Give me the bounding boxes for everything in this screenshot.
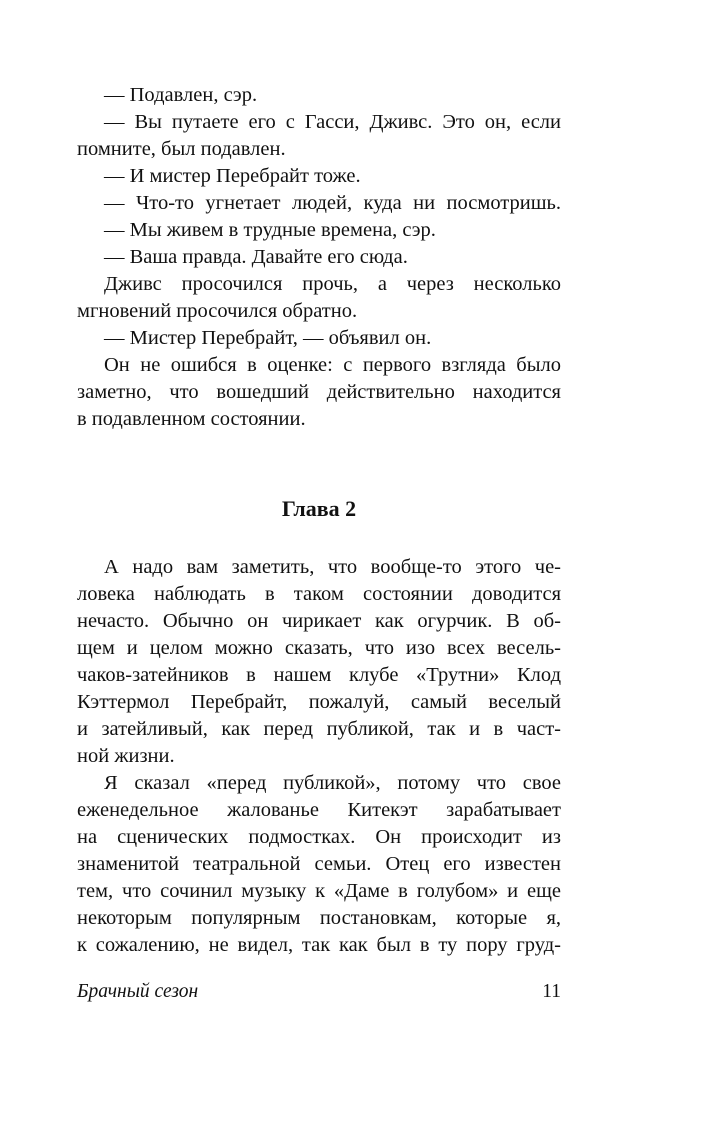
text-line: ной жизни. [77, 745, 175, 767]
text-line: знаменитой театральной семьи. Отец его известен [77, 853, 561, 875]
text-line: Дживс просочился прочь, а через несколько [104, 273, 561, 295]
text-line: — Вы путаете его с Гасси, Дживс. Это он, если [104, 111, 561, 133]
dialogue-section [77, 82, 561, 433]
text-line: в подавленном состоянии. [77, 408, 306, 430]
text-line: нечасто. Обычно он чирикает как огурчик. В об- [77, 610, 561, 632]
page-footer [77, 978, 561, 1005]
text-line: и затейливый, как перед публикой, так и в част- [77, 718, 561, 740]
text-line: — И мистер Перебрайт тоже. [104, 165, 361, 187]
text-line: — Ваша правда. Давайте его сюда. [104, 246, 408, 268]
text-line: помните, был подавлен. [77, 138, 286, 160]
text-line: Кэттермол Перебрайт, пожалуй, самый веселый [77, 691, 561, 713]
page-body [77, 82, 561, 959]
text-line: Я сказал «перед публикой», потому что свое [104, 772, 561, 794]
text-line: мгновений просочился обратно. [77, 300, 358, 322]
text-line: тем, что сочинил музыку к «Даме в голубом» и еще [77, 880, 561, 902]
text-line: — Подавлен, сэр. [104, 84, 258, 106]
text-line: щем и целом можно сказать, что изо всех весель- [77, 637, 561, 659]
text-line: заметно, что вошедший действительно находится [77, 381, 561, 403]
text-line: ловека наблюдать в таком состоянии доводится [77, 583, 561, 605]
text-line: чаков-затейников в нашем клубе «Трутни» Клод [77, 664, 561, 686]
text-line: — Мы живем в трудные времена, сэр. [104, 219, 436, 241]
text-line: А надо вам заметить, что вообще-то этого че- [104, 556, 561, 578]
text-line: некоторым популярным постановкам, которые я, [77, 907, 561, 929]
text-line: Он не ошибся в оценке: с первого взгляда было [104, 354, 561, 376]
text-line: к сожалению, не видел, так как был в ту пору груд- [77, 934, 561, 956]
chapter-text [77, 554, 561, 959]
text-line: — Мистер Перебрайт, — объявил он. [104, 327, 432, 349]
chapter-title: Глава 2 [281, 496, 357, 521]
text-line: на сценических подмостках. Он происходит из [77, 826, 561, 848]
page-number: 11 [542, 981, 561, 1002]
running-title: Брачный сезон [77, 981, 199, 1002]
text-line: — Что-то угнетает людей, куда ни посмотришь. [104, 192, 561, 214]
text-line: еженедельное жалованье Китекэт зарабатывает [77, 799, 561, 821]
